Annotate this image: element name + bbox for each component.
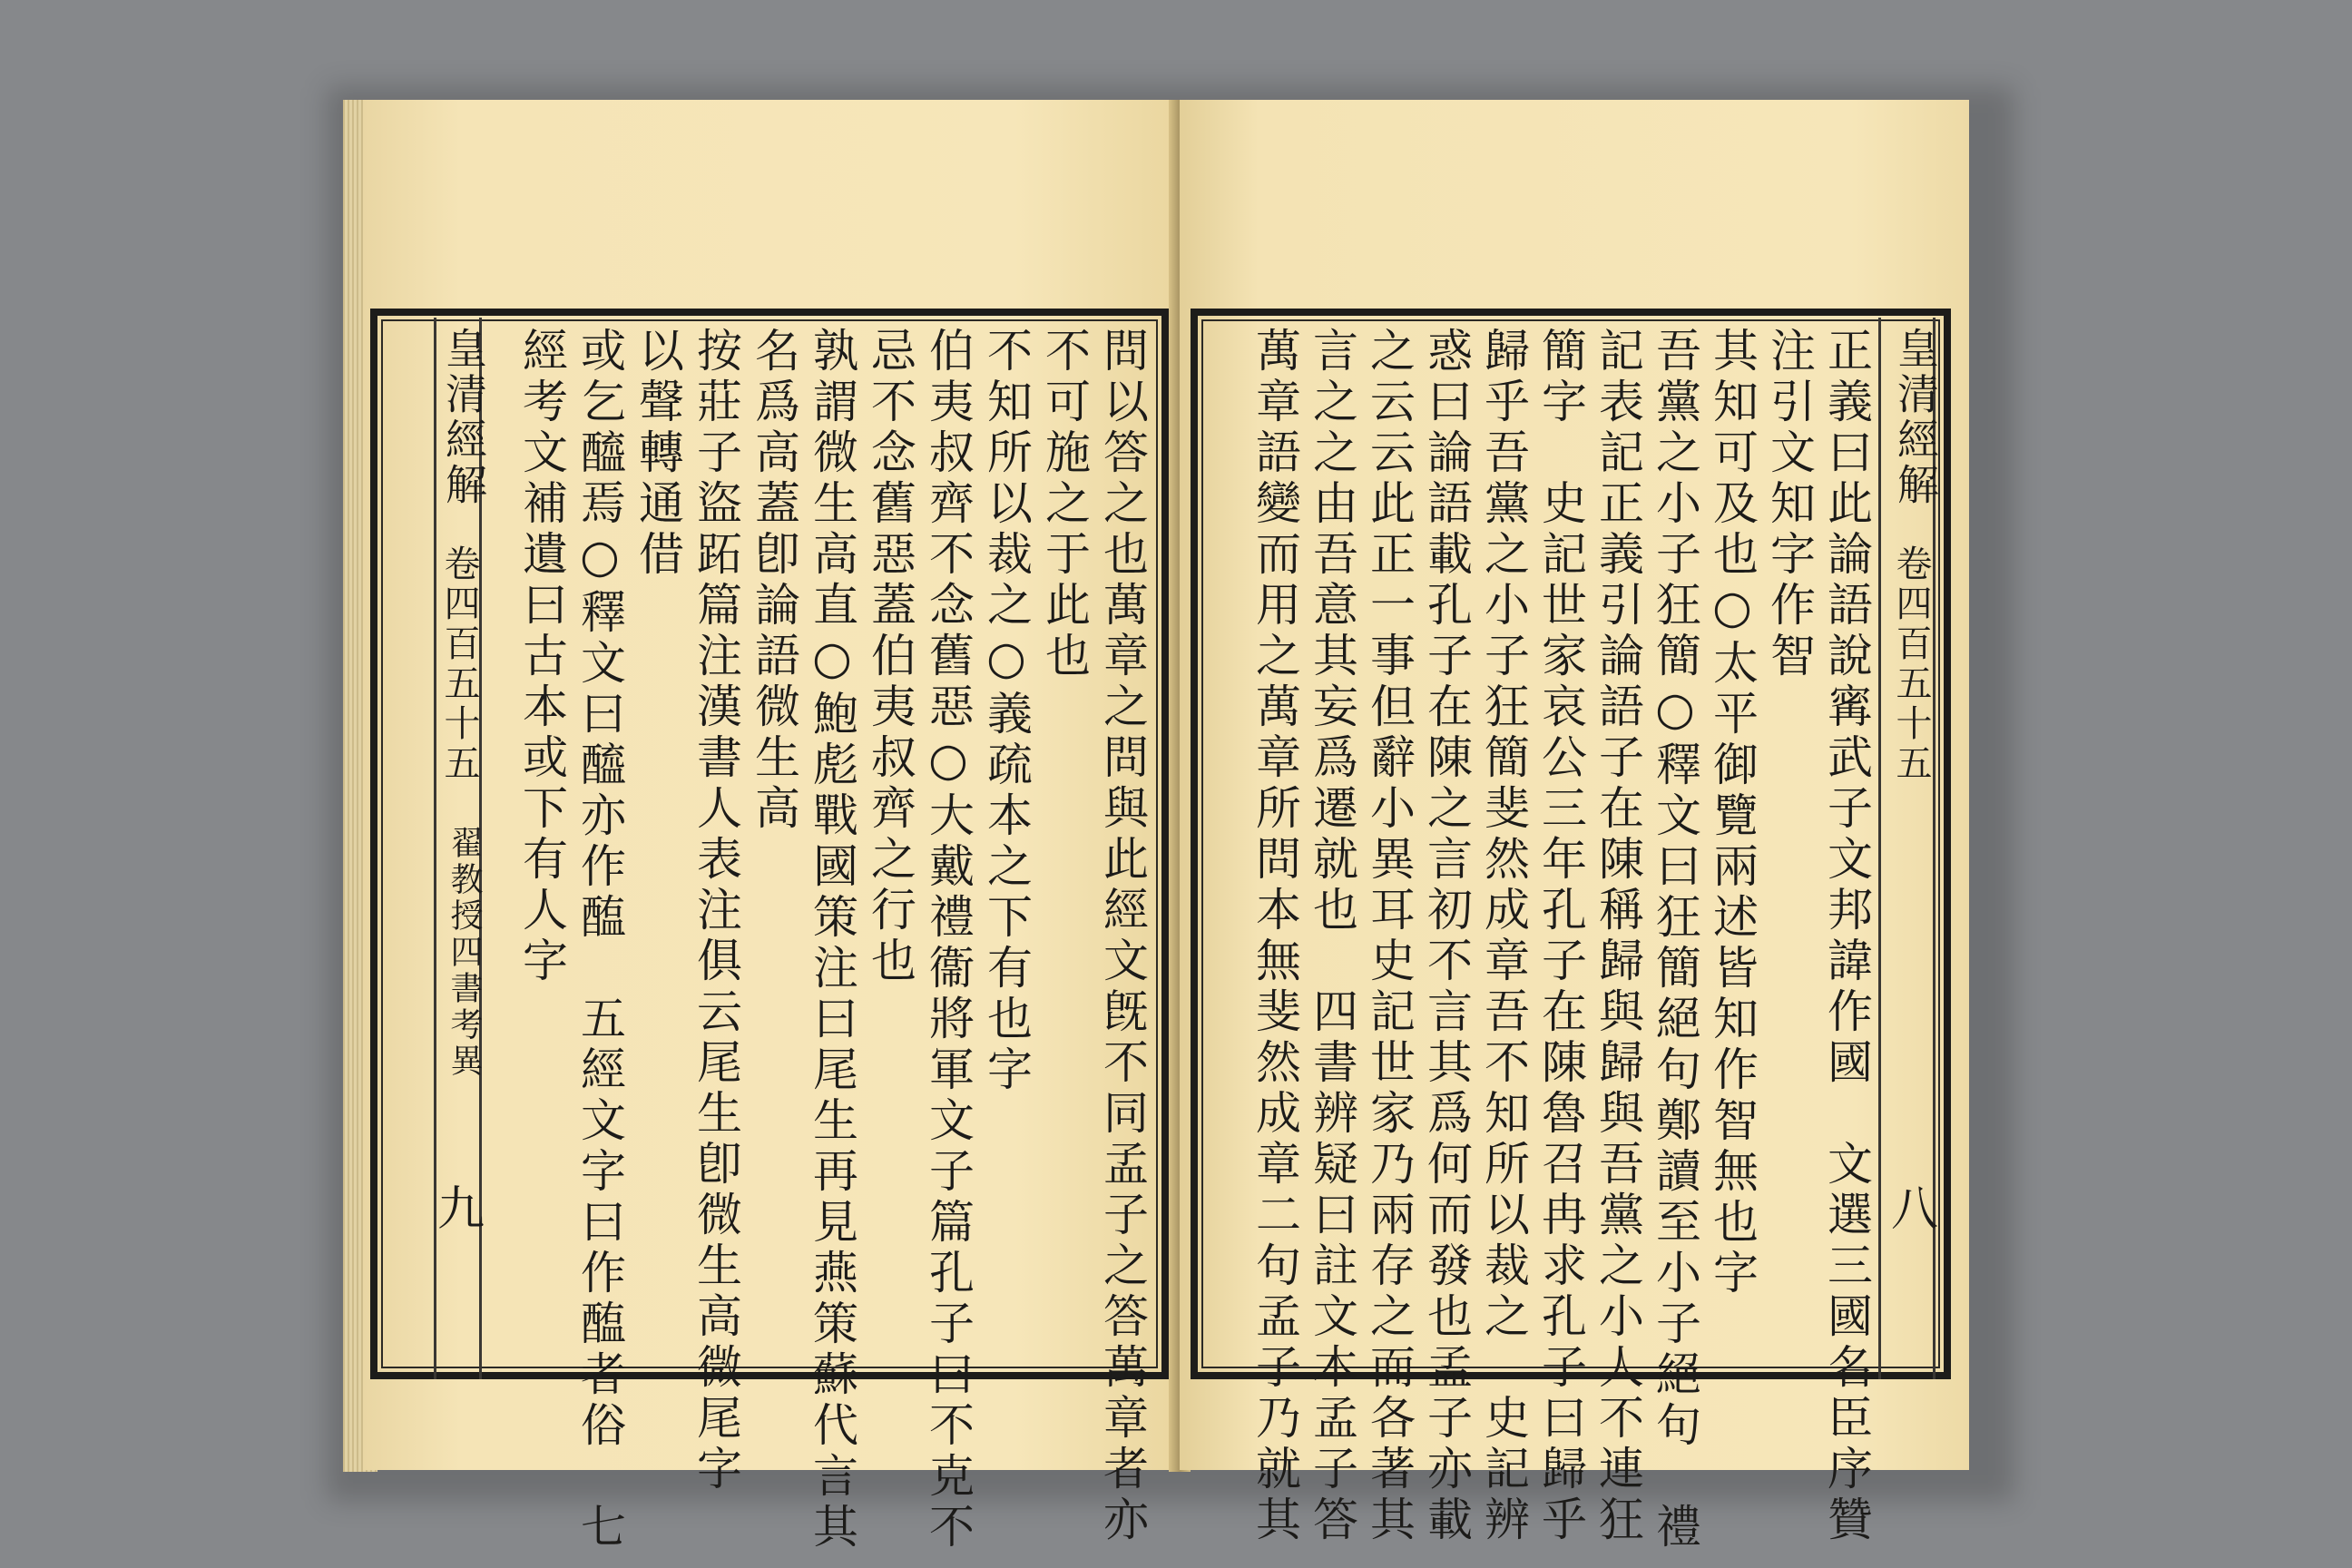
right-page-number: 八 [1891, 1182, 1939, 1237]
left-page-number: 九 [437, 1182, 485, 1237]
left-text-column: 或乞醯焉○釋文曰醯亦作醢 五經文字曰作醢者俗 七 [573, 327, 626, 1553]
left-banner-title: 皇清經解 [439, 327, 488, 508]
left-text-column: 問以答之也萬章之問與此經文旣不同孟子之答萬章者亦 [1096, 327, 1149, 1546]
right-page [1180, 100, 1969, 1553]
right-text-column: 萬章語變而用之萬章所問本無斐然成章二句孟子乃就其 [1249, 327, 1301, 1546]
right-text-column: 之云云此正一事但辭小異耳史記世家乃兩存之而各著其 [1363, 327, 1416, 1546]
right-banner-volume: 卷四百五十五 [1890, 544, 1932, 784]
right-text-column: 言之之由吾意其妄爲遷就也 四書辨疑曰註文本孟子答 [1306, 327, 1358, 1546]
right-text-column: 惑曰論語載孔子在陳之言初不言其爲何而發也孟子亦載 [1420, 327, 1473, 1546]
left-text-column: 伯夷叔齊不念舊惡○大戴禮衞將軍文子篇孔子曰不克不 [922, 327, 975, 1553]
left-text-column: 忌不念舊惡蓋伯夷叔齊之行也 [864, 327, 916, 987]
left-text-column: 不可施之于此也 [1038, 327, 1091, 682]
left-text-column: 孰謂微生高直○鮑彪戰國策注曰尾生再見燕策蘇代言其 [806, 327, 858, 1553]
left-banner-volume: 卷四百五十五 [438, 544, 480, 784]
right-text-column: 簡字 史記世家哀公三年孔子在陳魯召冉求孔子曰歸乎 [1534, 327, 1587, 1546]
left-text-column: 不知所以裁之○義疏本之下有也字 [980, 327, 1033, 1096]
left-text-column: 以聲轉通借 [632, 327, 684, 581]
left-text-column: 名爲高蓋卽論語微生高 [748, 327, 800, 835]
right-text-column: 其知可及也○太平御覽兩述皆知作智無也字 [1706, 327, 1759, 1299]
right-text-column: 注引文知字作智 [1763, 327, 1816, 682]
left-page [363, 100, 1178, 1553]
right-text-column: 歸乎吾黨之小子狂簡斐然成章吾不知所以裁之 史記辨 [1477, 327, 1530, 1546]
left-banner-author: 翟教授四書考異 [446, 826, 483, 1080]
right-text-column: 正義曰此論語說寗武子文邦諱作國 文選三國名臣序贊 [1820, 327, 1873, 1546]
left-text-column: 經考文補遺曰古本或下有人字 [515, 327, 568, 987]
right-banner-title: 皇清經解 [1891, 327, 1940, 508]
right-text-column: 記表記正義引論語子在陳稱歸與歸與吾黨之小人不連狂 [1592, 327, 1644, 1546]
left-text-column: 按莊子盜跖篇注漢書人表注俱云尾生卽微生高微尾字 [690, 327, 742, 1495]
right-text-column: 吾黨之小子狂簡○釋文曰狂簡絕句鄭讀至小子絕句 禮 [1649, 327, 1701, 1553]
